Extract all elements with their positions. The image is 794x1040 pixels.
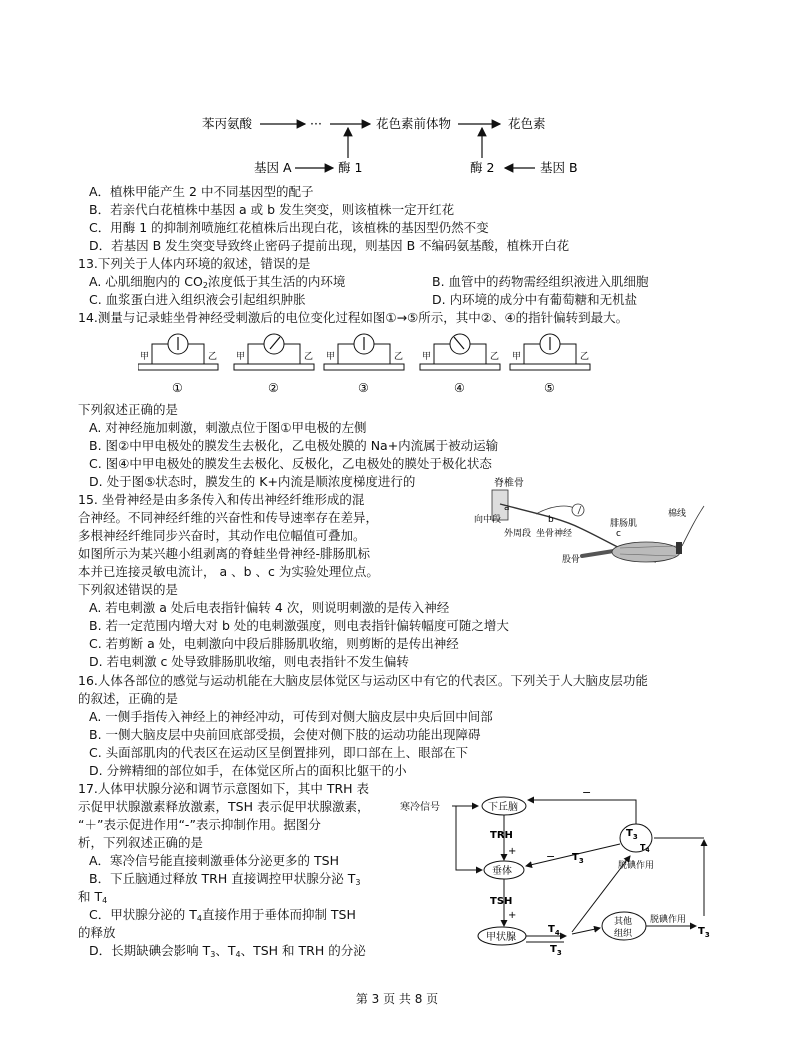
q16-option-c: C. 头面部肌肉的代表区在运动区呈倒置排列，即口部在上、眼部在下 xyxy=(89,745,469,760)
svg-text:−: − xyxy=(546,850,556,863)
svg-text:乙: 乙 xyxy=(394,352,404,362)
q12-option-c: C．用酶 1 的抑制剂喷施红花植株后出现白花，该植株的基因型仍然不变 xyxy=(89,220,489,235)
pigment-label: 花色素 xyxy=(508,116,546,131)
svg-text:乙: 乙 xyxy=(208,352,218,362)
q15-option-a: A. 若电刺激 a 处后电表指针偏转 4 次，则说明刺激的是传入神经 xyxy=(89,600,450,615)
q14-option-d: D. 处于图⑤状态时，膜发生的 K+内流是顺浓度梯度进行的 xyxy=(89,474,416,489)
svg-text:其他: 其他 xyxy=(614,917,633,927)
svg-text:+: + xyxy=(508,910,517,921)
svg-text:①: ① xyxy=(172,381,183,395)
q16-line1: 16.人体各部位的感觉与运动机能在大脑皮层体觉区与运动区中有它的代表区。下列关于人大脑皮层功能 xyxy=(78,673,648,688)
q12-pathway-diagram xyxy=(190,108,610,180)
q17-line2: 示促甲状腺激素释放激素，TSH 表示促甲状腺激素， xyxy=(78,799,370,814)
q16-option-b: B. 一侧大脑皮层中央前回底部受损，会使对侧下肢的运动功能出现障碍 xyxy=(89,727,481,742)
svg-text:+: + xyxy=(508,846,517,857)
q13-option-a: A. 心肌细胞内的 $CO_2$浓度低于其生活的内环境 xyxy=(89,274,346,290)
svg-text:股骨: 股骨 xyxy=(562,555,581,565)
q17-thyroid-regulation-diagram xyxy=(396,786,726,960)
dots-label: ··· xyxy=(310,116,322,131)
q15-option-c: C. 若剪断 a 处，电刺激向中段后腓肠肌收缩，则剪断的是传出神经 xyxy=(89,636,459,651)
q13-option-b: B. 血管中的药物需经组织液进入肌细胞 xyxy=(432,274,649,289)
svg-text:脱碘作用: 脱碘作用 xyxy=(618,861,655,871)
q17-option-b-line1: B．下丘脑通过释放 TRH 直接调控甲状腺分泌 $T_3$ xyxy=(89,871,361,887)
svg-text:T3: $T_3$ xyxy=(698,926,710,939)
svg-text:a: a xyxy=(504,503,510,513)
svg-text:乙: 乙 xyxy=(580,352,590,362)
svg-text:甲: 甲 xyxy=(422,352,432,362)
q17-line4: 析，下列叙述正确的是 xyxy=(78,835,204,850)
svg-text:b: b xyxy=(548,515,554,525)
svg-text:−: − xyxy=(582,786,592,799)
svg-text:寒冷信号: 寒冷信号 xyxy=(400,802,440,813)
q15-line2: 合神经。不同神经纤维的兴奋性和传导速率存在差异， xyxy=(78,510,379,525)
svg-text:T4: $T_4$ xyxy=(640,843,650,854)
q15-nerve-muscle-figure xyxy=(470,470,720,582)
phenylalanine-label: 苯丙氨酸 xyxy=(202,116,253,131)
q15-line5: 本并已连接灵敏电流计， a 、b 、c 为实验处理位点。 xyxy=(78,564,379,579)
q13-option-d: D. 内环境的成分中有葡萄糖和无机盐 xyxy=(432,292,638,307)
q12-option-b: B．若亲代白花植株中基因 a 或 b 发生突变，则该植株一定开红花 xyxy=(89,202,455,217)
q15-lead: 下列叙述错误的是 xyxy=(78,582,179,597)
svg-text:②: ② xyxy=(268,381,279,395)
q14-option-b: B. 图②中甲电极处的膜发生去极化，乙电极处膜的 Na+内流属于被动运输 xyxy=(89,438,499,453)
svg-text:腓肠肌: 腓肠肌 xyxy=(610,519,638,529)
page-number: 第 3 页 共 8 页 xyxy=(355,992,439,1006)
svg-text:甲: 甲 xyxy=(512,352,522,362)
q17-option-a: A．寒冷信号能直接刺激垂体分泌更多的 TSH xyxy=(89,853,339,868)
q17-option-c-line1: C．甲状腺分泌的 $T_4$直接作用于垂体而抑制 TSH xyxy=(89,907,356,923)
svg-text:棉线: 棉线 xyxy=(668,509,687,519)
q16-option-d: D. 分辨精细的部位如手，在体觉区所占的面积比躯干的小 xyxy=(89,763,407,778)
svg-text:乙: 乙 xyxy=(304,352,314,362)
svg-text:甲: 甲 xyxy=(140,352,150,362)
svg-text:④: ④ xyxy=(454,381,465,395)
q12-option-a: A．植株甲能产生 2 中不同基因型的配子 xyxy=(89,184,314,199)
gene-b-label: 基因 B xyxy=(540,160,578,175)
svg-text:向中段: 向中段 xyxy=(474,515,502,525)
panel-1 xyxy=(138,334,218,395)
precursor-label: 花色素前体物 xyxy=(376,116,452,131)
svg-text:脊椎骨: 脊椎骨 xyxy=(494,478,524,489)
enzyme1-label: 酶 1 xyxy=(338,160,363,175)
svg-text:③: ③ xyxy=(358,381,369,395)
svg-text:⑤: ⑤ xyxy=(544,381,555,395)
q14-stem: 14.测量与记录蛙坐骨神经受刺激后的电位变化过程如图①→⑤所示，其中②、④的指针偏转到最大。 xyxy=(78,310,629,325)
q17-option-b-line2: 和 $T_4$ xyxy=(78,889,108,905)
panel-2 xyxy=(234,334,314,395)
svg-text:T3: $T_3$ xyxy=(626,828,638,841)
svg-text:甲状腺: 甲状腺 xyxy=(486,932,516,943)
panel-5 xyxy=(510,334,590,395)
q14-electrode-figure xyxy=(138,328,598,400)
svg-text:乙: 乙 xyxy=(490,352,500,362)
q14-option-a: A. 对神经施加刺激，刺激点位于图①甲电极的左侧 xyxy=(89,420,367,435)
svg-text:脱碘作用: 脱碘作用 xyxy=(650,915,687,925)
q14-lead: 下列叙述正确的是 xyxy=(78,402,179,417)
svg-text:T4: $T_4$ xyxy=(548,924,560,937)
q15-line4: 如图所示为某兴趣小组剥离的脊蛙坐骨神经-腓肠肌标 xyxy=(78,546,371,561)
q17-option-c-line2: 的释放 xyxy=(78,925,116,940)
gene-a-label: 基因 A xyxy=(254,160,292,175)
panel-4 xyxy=(420,334,500,395)
svg-text:c: c xyxy=(616,529,621,539)
svg-text:外周段: 外周段 xyxy=(504,529,532,539)
q15-line1: 15. 坐骨神经是由多条传入和传出神经纤维形成的混 xyxy=(78,492,365,507)
q16-option-a: A. 一侧手指传入神经上的神经冲动，可传到对侧大脑皮层中央后回中间部 xyxy=(89,709,493,724)
enzyme2-label: 酶 2 xyxy=(470,160,495,175)
q15-option-b: B. 若一定范围内增大对 b 处的电刺激强度，则电表指针偏转幅度可随之增大 xyxy=(89,618,509,633)
svg-text:组织: 组织 xyxy=(614,929,633,939)
q17-line3: “＋”表示促进作用“-”表示抑制作用。据图分 xyxy=(78,817,321,832)
svg-text:下丘脑: 下丘脑 xyxy=(488,802,518,813)
svg-text:甲: 甲 xyxy=(236,352,246,362)
q17-option-d: D．长期缺碘会影响 $T_3$、$T_4$、TSH 和 TRH 的分泌 xyxy=(89,943,366,959)
svg-text:垂体: 垂体 xyxy=(492,866,512,877)
svg-text:T3: $T_3$ xyxy=(572,852,584,865)
svg-text:坐骨神经: 坐骨神经 xyxy=(536,529,573,539)
svg-text:T3: $T_3$ xyxy=(550,944,562,957)
q12-option-d: D．若基因 B 发生突变导致终止密码子提前出现，则基因 B 不编码氨基酸，植株开白花 xyxy=(89,238,570,253)
q14-option-c: C. 图④中甲电极处的膜发生去极化、反极化，乙电极处的膜处于极化状态 xyxy=(89,456,492,471)
q13-stem: 13.下列关于人体内环境的叙述，错误的是 xyxy=(78,256,311,271)
svg-text:甲: 甲 xyxy=(326,352,336,362)
q17-line1: 17.人体甲状腺分泌和调节示意图如下，其中 TRH 表 xyxy=(78,781,370,796)
q15-line3: 多根神经纤维同步兴奋时，其动作电位幅值可叠加。 xyxy=(78,528,366,543)
svg-text:TSH: TSH xyxy=(490,896,513,907)
q15-option-d: D. 若电刺激 c 处导致腓肠肌收缩，则电表指针不发生偏转 xyxy=(89,654,409,669)
q13-option-c: C. 血浆蛋白进入组织液会引起组织肿胀 xyxy=(89,292,306,307)
panel-3 xyxy=(324,334,404,395)
svg-text:TRH: TRH xyxy=(490,830,513,841)
q16-line2: 的叙述，正确的是 xyxy=(78,691,179,706)
